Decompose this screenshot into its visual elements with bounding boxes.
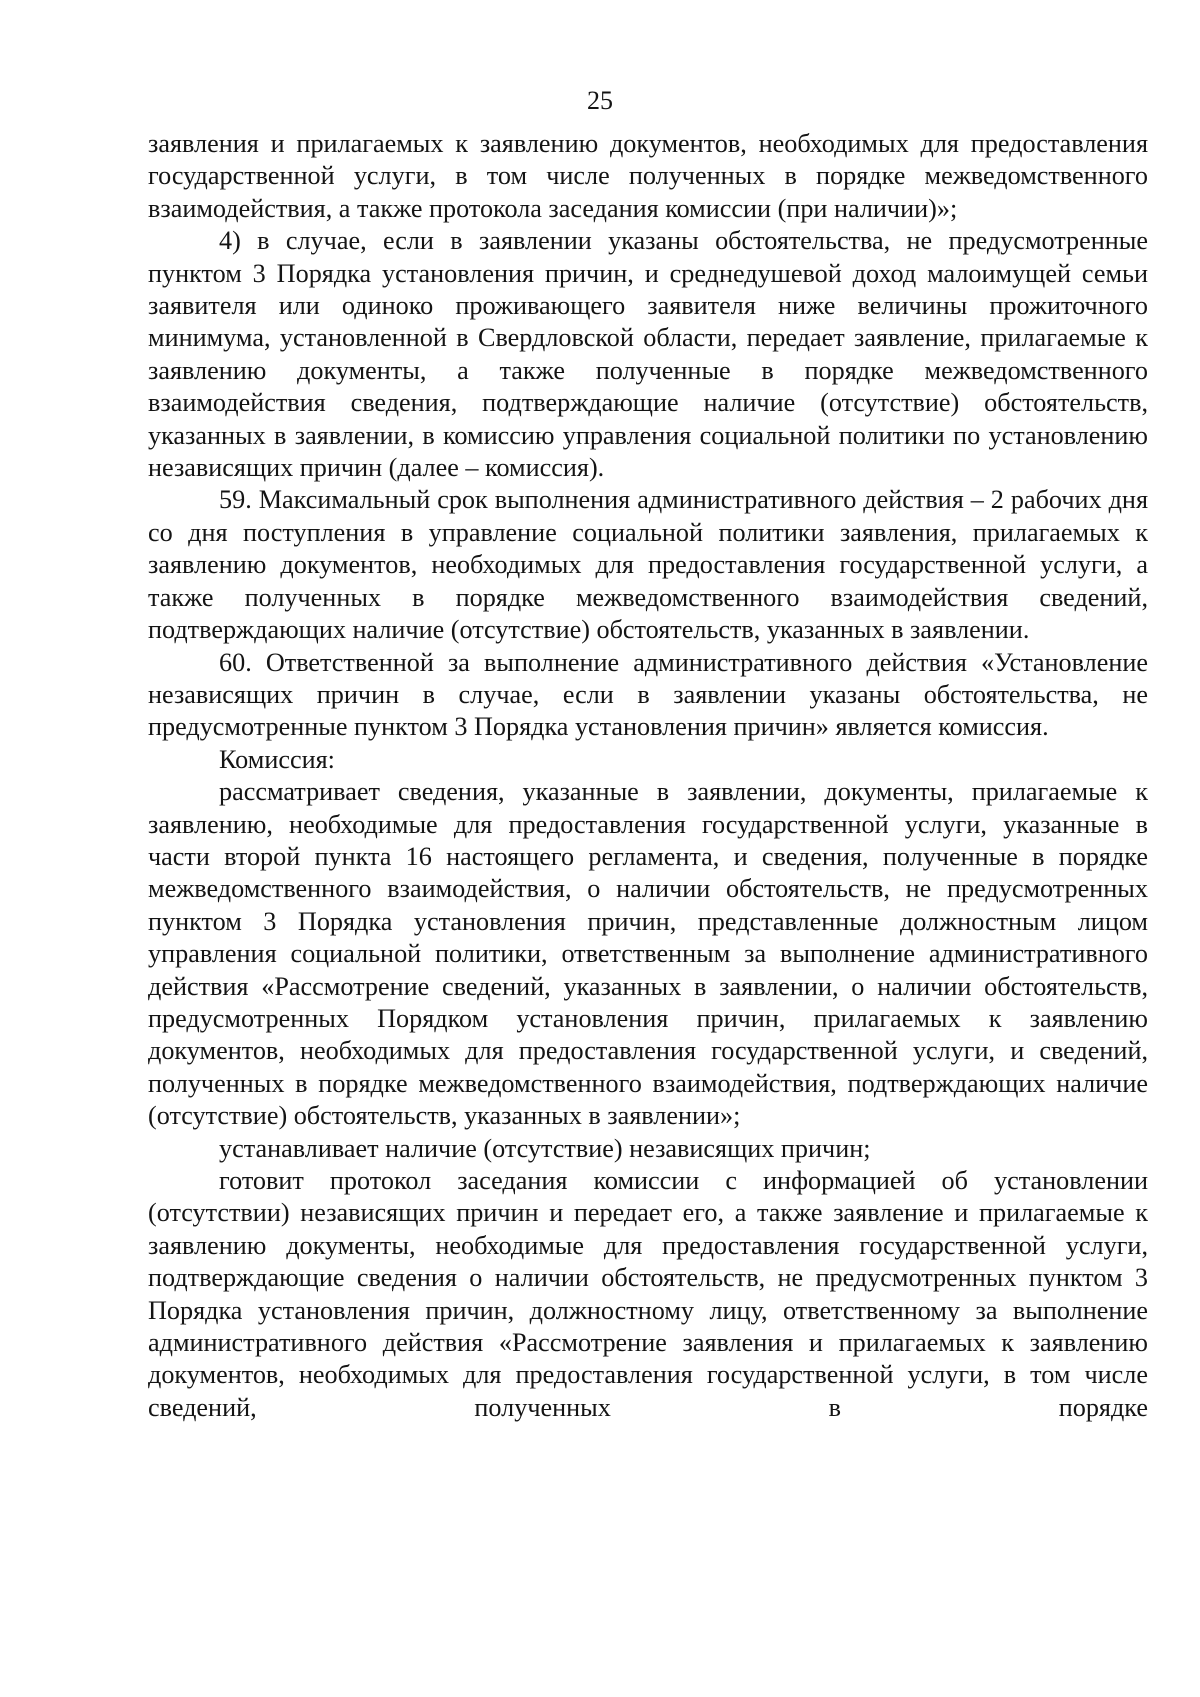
paragraph-commission-reviews: рассматривает сведения, указанные в заявлении, документы, прилагаемые к заявлению, необходимые для предоставления государственной услуги, указанные в части второй пункта 16 настоящего регламента, и сведения, полученные в порядке межведомственного взаимодействия, о наличии обстоятельств, не предусмотренных пунктом 3 Порядка установления причин, представленные должностным лицом управления социальной политики, ответственным за выполнение административного действия «Рассмотрение сведений, указанных в заявлении, о наличии обстоятельств, предусмотренных Порядком установления причин, прилагаемых к заявлению документов, необходимых для предоставления государственной услуги, и сведений, полученных в порядке межведомственного взаимодействия, подтверждающих наличие (отсутствие) обстоятельств, указанных в заявлении»; bbox=[148, 777, 1148, 1131]
paragraph-60: 60. Ответственной за выполнение административного действия «Установление независящих причин в случае, если в заявлении указаны обстоятельства, не предусмотренные пунктом 3 Порядка установления причин» является комиссия. bbox=[148, 647, 1148, 742]
paragraph-59: 59. Максимальный срок выполнения административного действия – 2 рабочих дня со дня поступления в управление социальной политики заявления, прилагаемых к заявлению документов, необходимых для предоставления государственной услуги, а также полученных в порядке межведомственного взаимодействия сведений, подтверждающих наличие (отсутствие) обстоятельств, указанных в заявлении. bbox=[148, 485, 1148, 645]
paragraph-commission-establishes: устанавливает наличие (отсутствие) независящих причин; bbox=[219, 1133, 871, 1163]
paragraph-commission-prepares: готовит протокол заседания комиссии с информацией об установлении (отсутствии) независящих причин и передает его, а также заявление и прилагаемые к заявлению документы, необходимые для предоставления государственной услуги, подтверждающие сведения о наличии обстоятельств, не предусмотренных пунктом 3 Порядка установления причин, должностному лицу, ответственному за выполнение административного действия «Рассмотрение заявления и прилагаемых к заявлению документов, необходимых для предоставления государственной услуги, в том числе сведений, полученных в порядке bbox=[148, 1166, 1148, 1422]
paragraph-continuation: заявления и прилагаемых к заявлению документов, необходимых для предоставления государственной услуги, в том числе полученных в порядке межведомственного взаимодействия, а также протокола заседания комиссии (при наличии)»; bbox=[148, 129, 1148, 223]
paragraph-commission-heading: Комиссия: bbox=[219, 744, 335, 774]
paragraph-item-4: 4) в случае, если в заявлении указаны обстоятельства, не предусмотренные пунктом 3 Порядка установления причин, и среднедушевой доход малоимущей семьи заявителя или одиноко проживающего заявителя ниже величины прожиточного минимума, установленной в Свердловской области, передает заявление, прилагаемые к заявлению документы, а также полученные в порядке межведомственного взаимодействия сведения, подтверждающие наличие (отсутствие) обстоятельств, указанных в заявлении, в комиссию управления социальной политики по установлению независящих причин (далее – комиссия). bbox=[148, 226, 1148, 483]
page-number: 25 bbox=[587, 86, 613, 115]
document-body bbox=[148, 128, 1148, 1424]
